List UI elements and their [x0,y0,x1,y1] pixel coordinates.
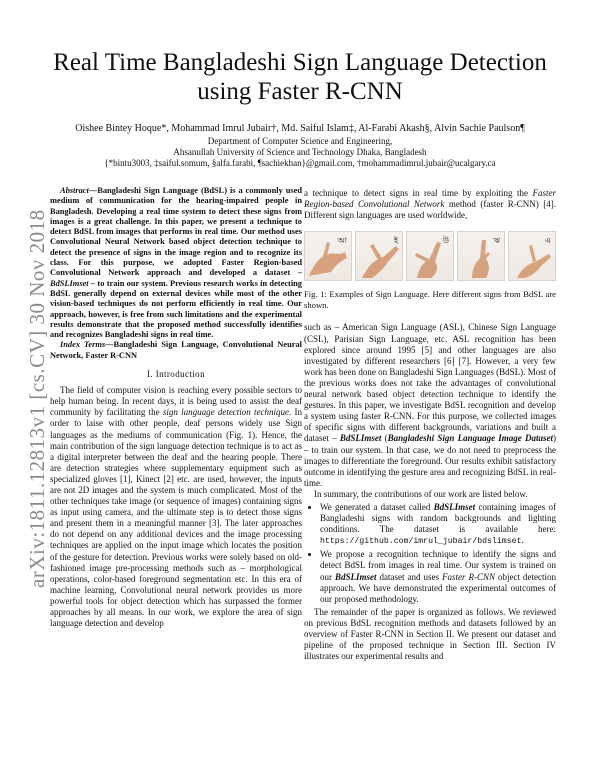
affiliation-line: Department of Computer Science and Engineering, [207,136,393,146]
affiliation-block [40,136,560,169]
right-column [304,188,556,662]
sign-label: ঋ [493,236,500,246]
dataset-name: BdSLImset [335,571,377,582]
index-terms-label: Index Terms [60,340,106,350]
right-text: a technique to detect signs in real time by exploiting the [304,188,533,198]
right-paragraph-continued [304,188,556,221]
abstract-dataset-name: BdSLImset [50,278,89,288]
author-list: Oishee Bintey Hoque*, Mohammad Imrul Jubair†, Md. Saiful Islam‡, Al-Farabi Akash§, Alvin Sachie Paulson¶ [75,123,525,134]
right-emphasis: Faster Region-based Convolutional Network [304,188,556,210]
list-text: object detection approach. We have demonstrated the experimental outcomes of our proposed methodology. [320,571,556,604]
section-heading-introduction: I. Introduction [147,369,205,380]
list-item [320,549,556,604]
sign-image [508,231,556,281]
sign-image [457,231,505,281]
intro-emphasis: sign language detection technique [162,407,290,418]
index-terms [50,340,302,361]
sign-image [304,231,352,281]
dataset-name: BdSLImset [339,433,382,444]
sign-label: ই [393,236,398,246]
list-text: We propose a recognition technique to identify the signs and detect BdSL from images in real time. Our system is trained on our [320,549,556,582]
right-paragraph [304,322,556,488]
paren-open: ( [381,433,388,444]
affiliation-emails: {*bintu3003, ‡saiful.somum, §alfa.farabi, ¶sachiekhan}@gmail.com, †mohammadimrul.jubair@ucalgary.ca [104,158,496,168]
contributions-list [304,502,556,605]
affiliation-line: Ahsanullah University of Science and Technology Dhaka, Bangladesh [173,147,427,157]
dataset-full-name: Bangladeshi Sign Language Image Dataset [387,433,553,444]
abstract-text-continued: – to train our system. Previous research works in detecting BdSL generally depend on external devices while most of the other vision-based techniques do not perform efficiently in real time. Our approach, however, is free from such limitations and the experimental results demonstrate that the proposed method successfully identifies and recognizes Bangladeshi signs in real time. [50,278,302,340]
index-terms-text: —Bangladeshi Sign Language, Convolutional Neural Network, Faster R-CNN [50,340,302,360]
abstract-text: —Bangladeshi Sign Language (BdSL) is a commonly used medium of communication for the hearing-impaired people in Bangladesh. Developing a real time system to detect these signs from images is a great challenge. In this paper, we present a technique to detect BdSL from images that performs in real time. Our method uses Convolutional Neural Network based object detection technique to detect the presence of signs in the image region and to recognize its class. For this purpose, we adopted Faster Region-based Convolutional Network approach and developed a dataset – [50,186,302,278]
list-text: containing images of Bangladeshi signs with random backgrounds and lighting conditions. The dataset is available here: [320,501,556,535]
right-text-continued: ) – to train our system. In that case, we do not need to preprocess the images to differentiate the foreground. Our results exhibit satisfactory outcome in identifying the gesture area and recognizing BdSL in real-time. [304,433,556,488]
sign-image [355,231,403,281]
left-column [50,186,302,629]
arxiv-watermark [12,202,49,588]
paper-title [40,48,560,106]
organization-paragraph: The remainder of the paper is organized as follows. We reviewed on previous BdSL recognition methods and datasets followed by an overview of Faster R-CNN in Section II. We present our dataset and pipeline of the proposed technique in Section III. Section IV illustrates our experimental results and [304,606,556,662]
sign-image [406,231,454,281]
right-text-continued: method (faster R-CNN) [4]. Different sign languages are used worldwide, [304,199,556,221]
intro-text-continued: . In order to laise with other people, deaf persons widely use Sign languages as the mediums of communication (Fig. 1). Hence, the main contribution of the sign language detection technique is to act as a digital interpreter between the deaf and the hearing people. There are detection strategies where supplementary equipment such as specialized gloves [1], Kinect [2] etc. are used, however, the inputs are not 2D images and the system is much complicated. Most of the other techniques take image (or sequence of images) containing signs as input using camera, and the ultimate step is to detect those signs and present them in a meaningful manner [3]. The later approaches do not depend on any additional devices and the image processing techniques are applied on the input image which locates the position of the gesture for detection. Previous works were solely based on old-fashioned image pre-processing methods such as – morphological operations, color-based foreground segmentation etc. In this era of machine learning, Convolutional neural network provides us more powerful tools for object detection which has surpassed the former approaches by all means. In our work, we explore the area of sign language detection and develop [50,407,303,629]
title-line-2: using Faster R-CNN [197,78,403,105]
sign-label: উ [442,236,449,246]
list-text: dataset and uses [376,571,442,582]
title-line-1: Real Time Bangladeshi Sign Language Detection [53,49,547,76]
arxiv-id: arXiv:1811.12813v1 [cs.CV] 30 Nov 2018 [25,209,49,588]
sign-label: এ [544,236,551,246]
sign-label: আ [337,236,347,246]
list-item [320,502,556,547]
dataset-name: BdSLImset [433,501,476,512]
method-name: Faster R-CNN [442,571,496,582]
intro-paragraph [50,385,302,629]
right-text: such as – American Sign Language (ASL), Chinese Sign Language (CSL), Parisian Sign Language, etc. ASL recognition has been explored since around 1995 [5] and other languages are also investigated by different researchers [6] [7]. However, a very few work has been done on Bangladeshi Sign Languages (BdSL). Most of the previous works does not take the advantages of convolutional neural network based object detection technique to identify the gestures. In this paper, we investigate BdSL recognition and develop a system using faster R-CNN. For this purpose, we collected images of specific signs with different backgrounds, variations and built a dataset – [304,322,556,444]
abstract [50,186,302,340]
dataset-link[interactable]: https://github.com/imrul_jubair/bdslimset [320,537,522,547]
abstract-label: Abstract [60,186,89,195]
figure-caption: Fig. 1: Examples of Sign Language. Here different signs from BdSL are shown. [304,289,556,310]
contributions-intro: In summary, the contributions of our work are listed below. [314,488,528,499]
intro-text: The field of computer vision is reaching every possible sectors to help human being. In recent days, it is being used to assist the deaf community by facilitating the [50,385,302,418]
list-text: . [521,535,524,546]
figure-sign-examples [304,231,556,281]
list-text: We generated a dataset called [320,501,434,512]
